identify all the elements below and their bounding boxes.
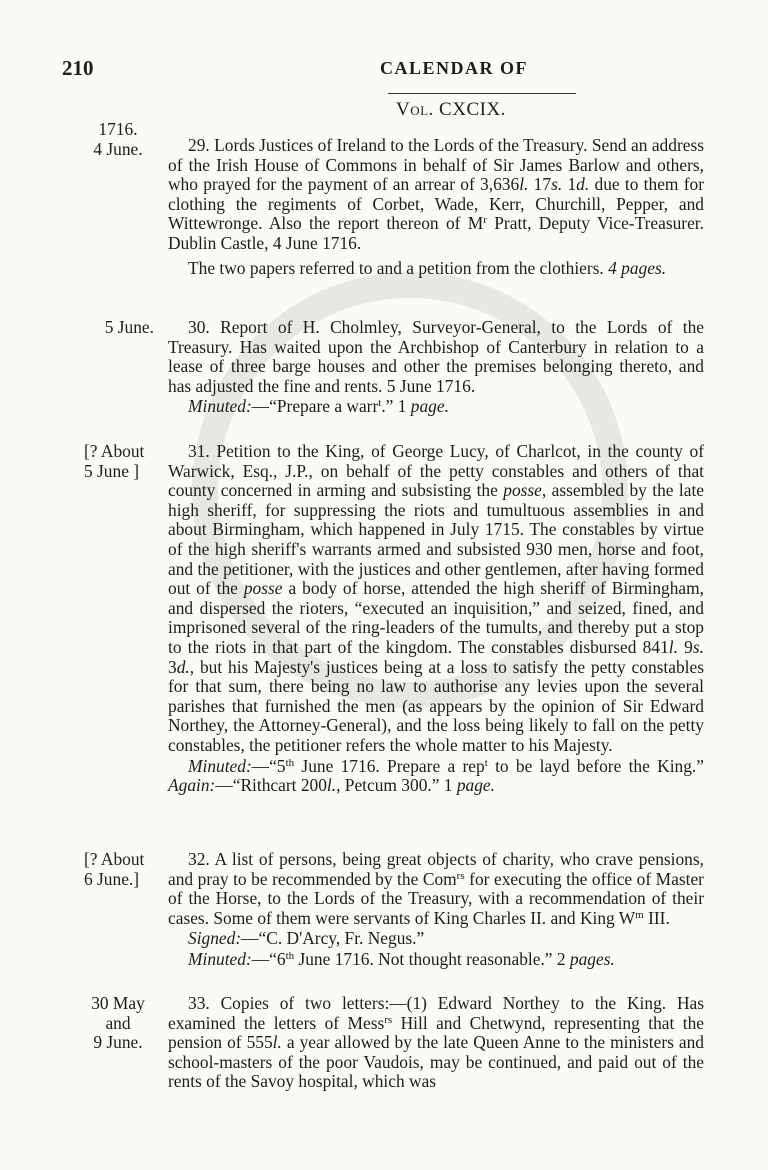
entry-paragraph: Minuted:—“5th June 1716. Prepare a rep$^t$ to be layd before the King.” Again:—“Rithcart 200l., Petcum 300.” 1 page. xyxy=(168,755,704,796)
entry-paragraph: 30. Report of H. Cholmley, Surveyor-General, to the Lords of the Treasury. Has waited upon the Archbishop of Canterbury in relation to a lease of three barge houses and other the premises belonging thereto, and has adjusted the fine and rents. 5 June 1716. xyxy=(168,317,704,396)
entry-text xyxy=(168,136,704,278)
entry-paragraph: 31. Petition to the King, of George Lucy, of Charlcot, in the county of Warwick, Esq., J.P., on behalf of the petty constables and others of that county concerned in arming and subsisting the posse, assembled by the late high sheriff, for suppressing the riots and tumultuous assemblies in and about Birmingham, which happened in July 1715. The constables by virtue of the high sheriff's warrants armed and subsisted 930 men, horse and foot, and the petitioner, with the justices and other gentlemen, after having formed out of the posse a body of horse, attended the high sheriff of Birmingham, and dispersed the rioters, “executed an inquisition,” and seized, fined, and imprisoned several of the ring-leaders of the tumults, and thereby put a stop to the riots in that part of the kingdom. The constables disbursed 841l. 9s. 3d., but his Majesty's justices being at a loss to satisfy the petty constables for that sum, there being no law to authorise any levies upon the several parishes that furnished the men (as appears by the opinion of Sir Edward Northey, the Attorney-General), and the loss being likely to fall on the petty constables, the petitioner refers the whole matter to his Majesty. xyxy=(168,441,705,755)
entry-text xyxy=(168,318,704,417)
entry-paragraph: The two papers referred to and a petition from the clothiers. 4 pages. xyxy=(188,257,667,278)
entry-date: [? About 6 June.] xyxy=(84,849,145,889)
entry-date: 5 June. xyxy=(104,317,154,337)
header-rule xyxy=(388,93,576,94)
running-head: CALENDAR OF xyxy=(380,58,529,78)
entry-text xyxy=(168,442,704,796)
entry-text xyxy=(168,994,704,1092)
entry-date: 30 May and 9 June. xyxy=(91,993,145,1053)
entry-date: 1716. 4 June. xyxy=(93,119,143,159)
entry-paragraph: 29. Lords Justices of Ireland to the Lords of the Treasury. Send an address of the Irish House of Commons in behalf of Sir James Barlow and others, who prayed for the payment of an arrear of 3,636l. 17s. 1d. due to them for clothing the regiments of Corbet, Wade, Kerr, Churchill, Pepper, and Wittewronge. Also the report thereon of $M^r$ Pratt, Deputy Vice-Treasurer. Dublin Castle, 4 June 1716. xyxy=(168,135,705,253)
entry-paragraph: Minuted:—“Prepare a warr$^t$.” 1 page. xyxy=(188,396,449,417)
page-number: 210 xyxy=(62,56,94,80)
page-header xyxy=(0,56,768,86)
entry-date: [? About 5 June ] xyxy=(84,441,145,481)
entry-paragraph: 32. A list of persons, being great objects of charity, who crave pensions, and pray to be recommended by the Com$^{rs}$ for executing the office of Master of the Horse, to the Lords of the Treasury, with a recommendation of their cases. Some of them were servants of King Charles II. and King $W^m$ III. xyxy=(168,849,704,928)
entry-paragraph: 33. Copies of two letters:—(1) Edward Northey to the King. Has examined the letters of Mess$^{rs}$ Hill and Chetwynd, representing that the pension of 555l. a year allowed by the late Queen Anne to the ministers and school-masters of the poor Vaudois, may be continued, and paid out of the rents of the Savoy hospital, which was xyxy=(168,993,704,1092)
entry-paragraph: Signed:—“C. D'Arcy, Fr. Negus.” xyxy=(188,928,425,949)
entry-paragraph: Minuted:—“6th June 1716. Not thought reasonable.” 2 pages. xyxy=(188,948,615,969)
entry-text xyxy=(168,850,704,970)
volume-heading: Vol. CXCIX. xyxy=(396,99,506,120)
